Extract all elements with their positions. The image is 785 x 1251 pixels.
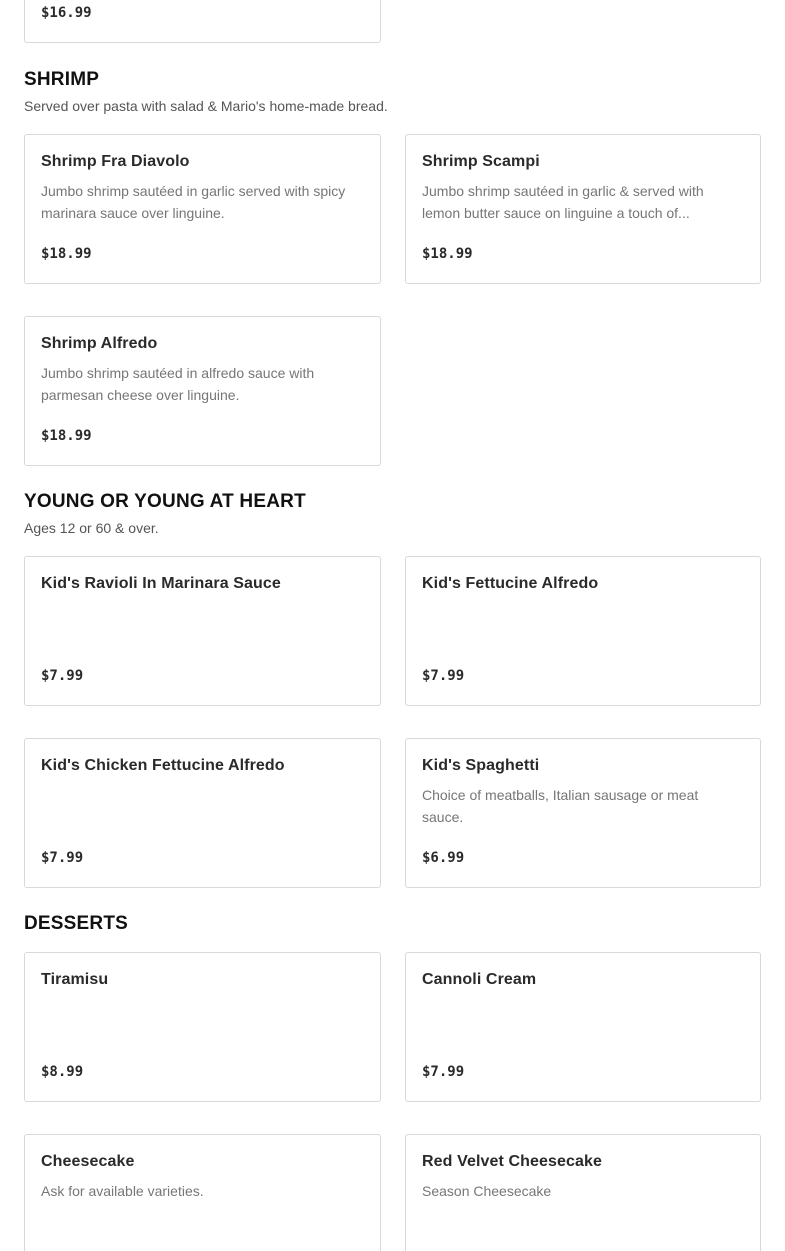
item-name: Cheesecake [41, 1153, 135, 1170]
section-title-desserts: DESSERTS [24, 913, 129, 934]
menu-item-card[interactable] [24, 952, 381, 1102]
item-description: Choice of meatballs, Italian sausage or meat sauce. [422, 787, 699, 825]
item-price: $18.99 [41, 428, 92, 444]
menu-item-card[interactable] [405, 134, 761, 284]
menu-item-card[interactable] [24, 316, 381, 466]
menu-item-card[interactable] [24, 738, 381, 888]
item-price: $6.99 [422, 850, 465, 866]
item-price: $18.99 [41, 246, 92, 262]
item-name: Kid's Fettucine Alfredo [422, 575, 599, 592]
section-title-young-at-heart: YOUNG OR YOUNG AT HEART [24, 491, 306, 512]
item-name: Kid's Ravioli In Marinara Sauce [41, 575, 281, 592]
item-price: $7.99 [422, 1064, 465, 1080]
item-description: Ask for available varieties. [41, 1183, 204, 1199]
section-subtitle-shrimp: Served over pasta with salad & Mario's home-made bread. [24, 98, 388, 114]
item-description: Jumbo shrimp sautéed in garlic served with spicy marinara sauce over linguine. [41, 183, 346, 221]
section-subtitle-young-at-heart: Ages 12 or 60 & over. [24, 520, 159, 536]
item-price: $7.99 [41, 850, 84, 866]
item-name: Shrimp Fra Diavolo [41, 153, 190, 170]
menu-item-card[interactable] [24, 556, 381, 706]
item-description: Jumbo shrimp sautéed in alfredo sauce with parmesan cheese over linguine. [41, 365, 315, 403]
menu-item-card[interactable] [405, 1134, 761, 1251]
menu-item-card[interactable] [405, 952, 761, 1102]
section-title-shrimp: SHRIMP [24, 69, 100, 90]
item-price: $16.99 [41, 5, 92, 21]
item-name: Kid's Chicken Fettucine Alfredo [41, 757, 285, 774]
item-description: Jumbo shrimp sautéed in garlic & served with lemon butter sauce on linguine a touch of... [422, 183, 704, 221]
item-price: $7.99 [422, 668, 465, 684]
item-name: Red Velvet Cheesecake [422, 1153, 602, 1170]
menu-item-card[interactable] [24, 1134, 381, 1251]
item-price: $18.99 [422, 246, 473, 262]
item-name: Shrimp Scampi [422, 153, 540, 170]
menu-item-card[interactable] [405, 738, 761, 888]
item-price: $8.99 [41, 1064, 84, 1080]
item-name: Shrimp Alfredo [41, 335, 158, 352]
menu-item-card[interactable] [24, 134, 381, 284]
menu-item-card[interactable] [24, 0, 381, 43]
item-name: Tiramisu [41, 971, 109, 988]
menu-item-card[interactable] [405, 556, 761, 706]
item-name: Kid's Spaghetti [422, 757, 540, 774]
item-description: Season Cheesecake [422, 1183, 552, 1199]
item-price: $7.99 [41, 668, 84, 684]
item-name: Cannoli Cream [422, 971, 537, 988]
